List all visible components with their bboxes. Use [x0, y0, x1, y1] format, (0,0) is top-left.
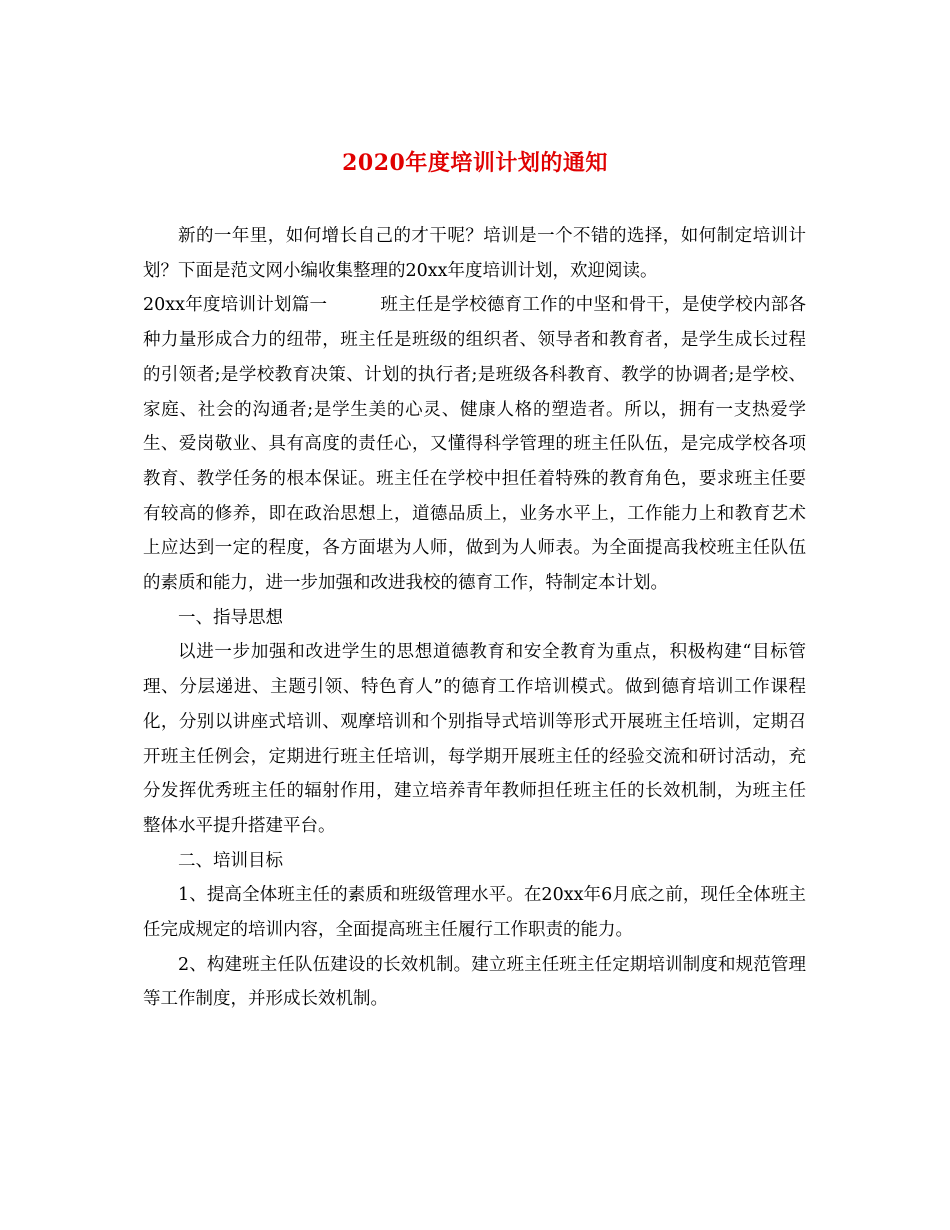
guiding-thought-paragraph: 以进一步加强和改进学生的思想道德教育和安全教育为重点，积极构建“目标管理、分层递进、主题引领、特色育人”的德育工作培训模式。做到德育培训工作课程化，分别以讲座式培训、观摩培训和个别指导式培训等形式开展班主任培训，定期召开班主任例会，定期进行班主任培训，每学期开展班主任的经验交流和研讨活动，充分发挥优秀班主任的辐射作用，建立培养青年教师担任班主任的长效机制，为班主任整体水平提升搭建平台。 — [143, 642, 806, 836]
training-goal-item-2: 2、构建班主任队伍建设的长效机制。建立班主任班主任定期培训制度和规范管理等工作制度，并形成长效机制。 — [143, 954, 806, 1010]
intro-paragraph: 新的一年里，如何增长自己的才干呢？培训是一个不错的选择，如何制定培训计划？下面是范文网小编收集整理的20xx年度培训计划，欢迎阅读。 — [143, 226, 806, 281]
section-heading-guiding-thought: 一、指导思想 — [178, 607, 283, 628]
document-title: 2020年度培训计划的通知 — [342, 150, 608, 176]
document-body — [143, 219, 806, 1017]
section-heading-training-goals: 二、培训目标 — [178, 850, 283, 871]
plan-section-paragraph: 20xx年度培训计划篇一 班主任是学校德育工作的中坚和骨干，是使学校内部各种力量形成合力的纽带，班主任是班级的组织者、领导者和教育者，是学生成长过程的引领者;是学校教育决策、计划的执行者;是班级各科教育、教学的协调者;是学校、家庭、社会的沟通者;是学生美的心灵、健康人格的塑造者。所以，拥有一支热爱学生、爱岗敬业、具有高度的责任心，又懂得科学管理的班主任队伍，是完成学校各项教育、教学任务的根本保证。班主任在学校中担任着特殊的教育角色，要求班主任要有较高的修养，即在政治思想上，道德品质上，业务水平上，工作能力上和教育艺术上应达到一定的程度，各方面堪为人师，做到为人师表。为全面提高我校班主任队伍的素质和能力，进一步加强和改进我校的德育工作，特制定本计划。 — [143, 295, 806, 594]
training-goal-item-1: 1、提高全体班主任的素质和班级管理水平。在20xx年6月底之前，现任全体班主任完成规定的培训内容，全面提高班主任履行工作职责的能力。 — [143, 885, 806, 941]
